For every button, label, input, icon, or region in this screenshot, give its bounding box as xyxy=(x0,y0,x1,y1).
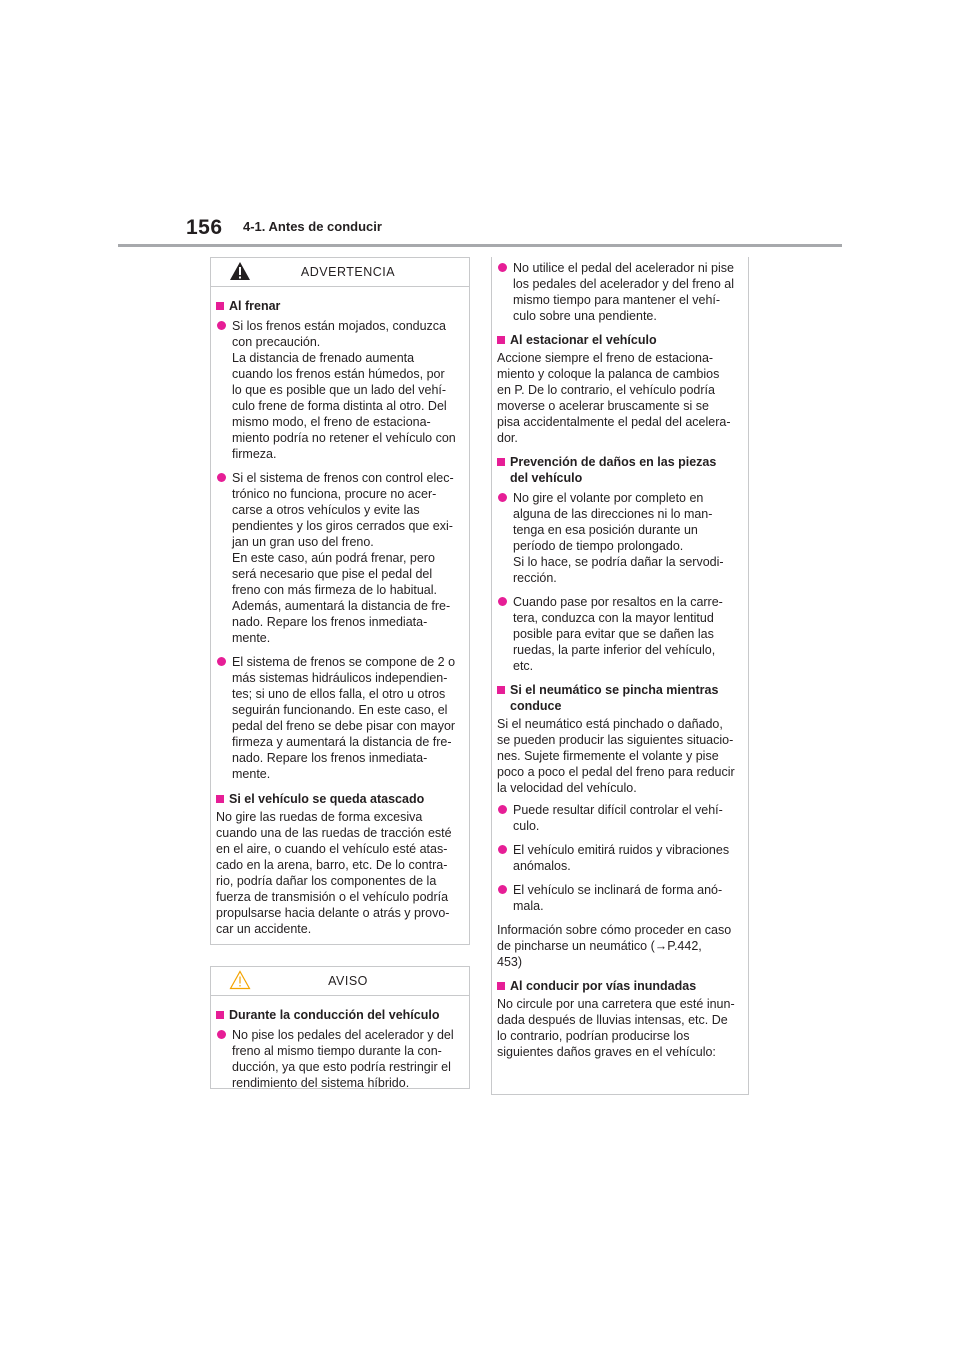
round-bullet-icon xyxy=(217,321,226,330)
round-bullet-icon xyxy=(498,845,507,854)
bullet-text: Si el sistema de frenos con control elec- trónico no funciona, procure no acer- carse a otros vehículos y evite las pendientes y los giros cerrados que exi- jan un gran uso del freno. En este caso, aún podrá frenar, pero será necesario que pise el pedal del freno con más firmeza de lo habitual. Además, aumentará la distancia de fre- nado. Repare los frenos inmediata- mente. xyxy=(232,471,454,645)
list-item xyxy=(497,490,742,586)
notice-heading-driving xyxy=(216,1007,463,1023)
paragraph: No gire las ruedas de forma excesiva cuando una de las ruedas de tracción esté en el aire, o cuando el vehículo esté atas- cado en la arena, barro, etc. De lo contra- rio, podría dañar los componentes de la fuerza de transmisión o el vehículo podría propulsarse hacia delante o atrás y provo- car un accidente. xyxy=(216,810,452,936)
heading-text: Si el vehículo se queda atascado xyxy=(229,792,425,806)
heading-text: Al estacionar el vehículo xyxy=(510,333,657,347)
round-bullet-icon xyxy=(217,657,226,666)
arrow-right-icon: → xyxy=(654,939,668,953)
warning-heading-braking xyxy=(216,298,463,314)
bullet-text: No gire el volante por completo en alguna de las direcciones ni lo man- tenga en esa posición durante un período de tiempo prolongado. Si lo hace, se podría dañar la servodi- rección. xyxy=(513,491,724,585)
round-bullet-icon xyxy=(498,493,507,502)
list-item xyxy=(216,654,463,782)
list-item xyxy=(497,802,742,834)
bullet-text: No utilice el pedal del acelerador ni pise los pedales del acelerador y del freno al mismo tiempo para mantener el vehí- culo sobre una pendiente. xyxy=(513,261,734,323)
notice-title: AVISO xyxy=(328,974,368,988)
warning-heading-stuck xyxy=(216,791,463,807)
list-item xyxy=(497,842,742,874)
list-item xyxy=(497,882,742,914)
square-bullet-icon xyxy=(216,1011,224,1019)
warning-box xyxy=(210,257,470,945)
heading-text: Durante la conducción del vehículo xyxy=(229,1008,440,1022)
round-bullet-icon xyxy=(498,805,507,814)
heading-flooded-roads xyxy=(497,978,742,994)
heading-text: Prevención de daños en las piezas xyxy=(510,455,717,469)
square-bullet-icon xyxy=(497,336,505,344)
square-bullet-icon xyxy=(216,302,224,310)
square-bullet-icon xyxy=(497,686,505,694)
heading-text: conduce xyxy=(510,699,562,713)
list-item xyxy=(216,318,463,462)
header-divider xyxy=(118,244,842,247)
heading-text: Si el neumático se pincha mientras xyxy=(510,683,719,697)
warning-continuation-content xyxy=(497,260,742,1066)
heading-text: Al frenar xyxy=(229,299,281,313)
bullet-text: Cuando pase por resaltos en la carre- tera, conduzca con la mayor lentitud posible para evitar que se dañen las ruedas, la parte inferior del vehículo, etc. xyxy=(513,595,723,673)
section-title: 4-1. Antes de conducir xyxy=(243,219,382,234)
heading-text: Al conducir por vías inundadas xyxy=(510,979,697,993)
bullet-text: Si los frenos están mojados, conduzca con precaución. La distancia de frenado aumenta cuando los frenos están húmedos, por lo que es posible que un lado del vehí- culo frene de forma distinta al otro. Del mismo modo, el freno de estaciona- miento podría no retener el vehículo con firmeza. xyxy=(232,319,456,461)
list-item xyxy=(216,470,463,646)
list-item xyxy=(497,594,742,674)
paragraph-text: Información sobre cómo proceder en caso xyxy=(497,923,732,937)
list-item xyxy=(497,260,742,324)
notice-box xyxy=(210,966,470,1089)
paragraph-flat-tire-reference xyxy=(497,922,742,970)
bullet-text: El vehículo emitirá ruidos y vibraciones anómalos. xyxy=(513,843,730,873)
round-bullet-icon xyxy=(498,597,507,606)
list-item xyxy=(216,1027,463,1091)
round-bullet-icon xyxy=(217,473,226,482)
notice-triangle-icon xyxy=(229,970,251,990)
page-reference-link[interactable]: P.442, xyxy=(667,939,702,953)
heading-flat-tire xyxy=(497,682,742,714)
paragraph-text: de pincharse un neumático ( xyxy=(497,939,655,953)
round-bullet-icon xyxy=(217,1030,226,1039)
bullet-text: No pise los pedales del acelerador y del freno al mismo tiempo durante la con- ducción, ya que esto podría restringir el rendimiento del sistema híbrido. xyxy=(232,1028,454,1090)
warning-triangle-icon xyxy=(229,261,251,281)
paragraph: Si el neumático está pinchado o dañado, se pueden producir las siguientes situacio- nes. Sujete firmemente el volante y pise poco a poco el pedal del freno para reducir la velocidad del vehículo. xyxy=(497,717,735,795)
heading-text: del vehículo xyxy=(510,471,583,485)
paragraph: Accione siempre el freno de estaciona- miento y coloque la palanca de cambios en P. De lo contrario, el vehículo podría moverse o acelerar bruscamente si se pisa accidentalmente el pedal del acelera- dor. xyxy=(497,351,731,445)
warning-title: ADVERTENCIA xyxy=(300,265,396,279)
bullet-text: Puede resultar difícil controlar el vehí- culo. xyxy=(513,803,723,833)
square-bullet-icon xyxy=(216,795,224,803)
square-bullet-icon xyxy=(497,982,505,990)
heading-parking xyxy=(497,332,742,348)
notice-box-header xyxy=(211,967,469,996)
round-bullet-icon xyxy=(498,263,507,272)
heading-damage-prevention xyxy=(497,454,742,486)
bullet-text: El vehículo se inclinará de forma anó- mala. xyxy=(513,883,723,913)
page-number: 156 xyxy=(186,216,223,239)
warning-box-header xyxy=(211,258,469,287)
paragraph: No circule por una carretera que esté inun- dada después de lluvias intensas, etc. De lo contrario, podrían producirse los siguientes daños graves en el vehículo: xyxy=(497,997,735,1059)
round-bullet-icon xyxy=(498,885,507,894)
bullet-text: El sistema de frenos se compone de 2 o más sistemas hidráulicos independien- tes; si uno de ellos falla, el otro u otros seguirán funcionando. En este caso, el pedal del freno se debe pisar con mayor firmeza y aumentará la distancia de fre- nado. Repare los frenos inmediata- mente. xyxy=(232,655,456,781)
paragraph-text: 453) xyxy=(497,955,523,969)
square-bullet-icon xyxy=(497,458,505,466)
